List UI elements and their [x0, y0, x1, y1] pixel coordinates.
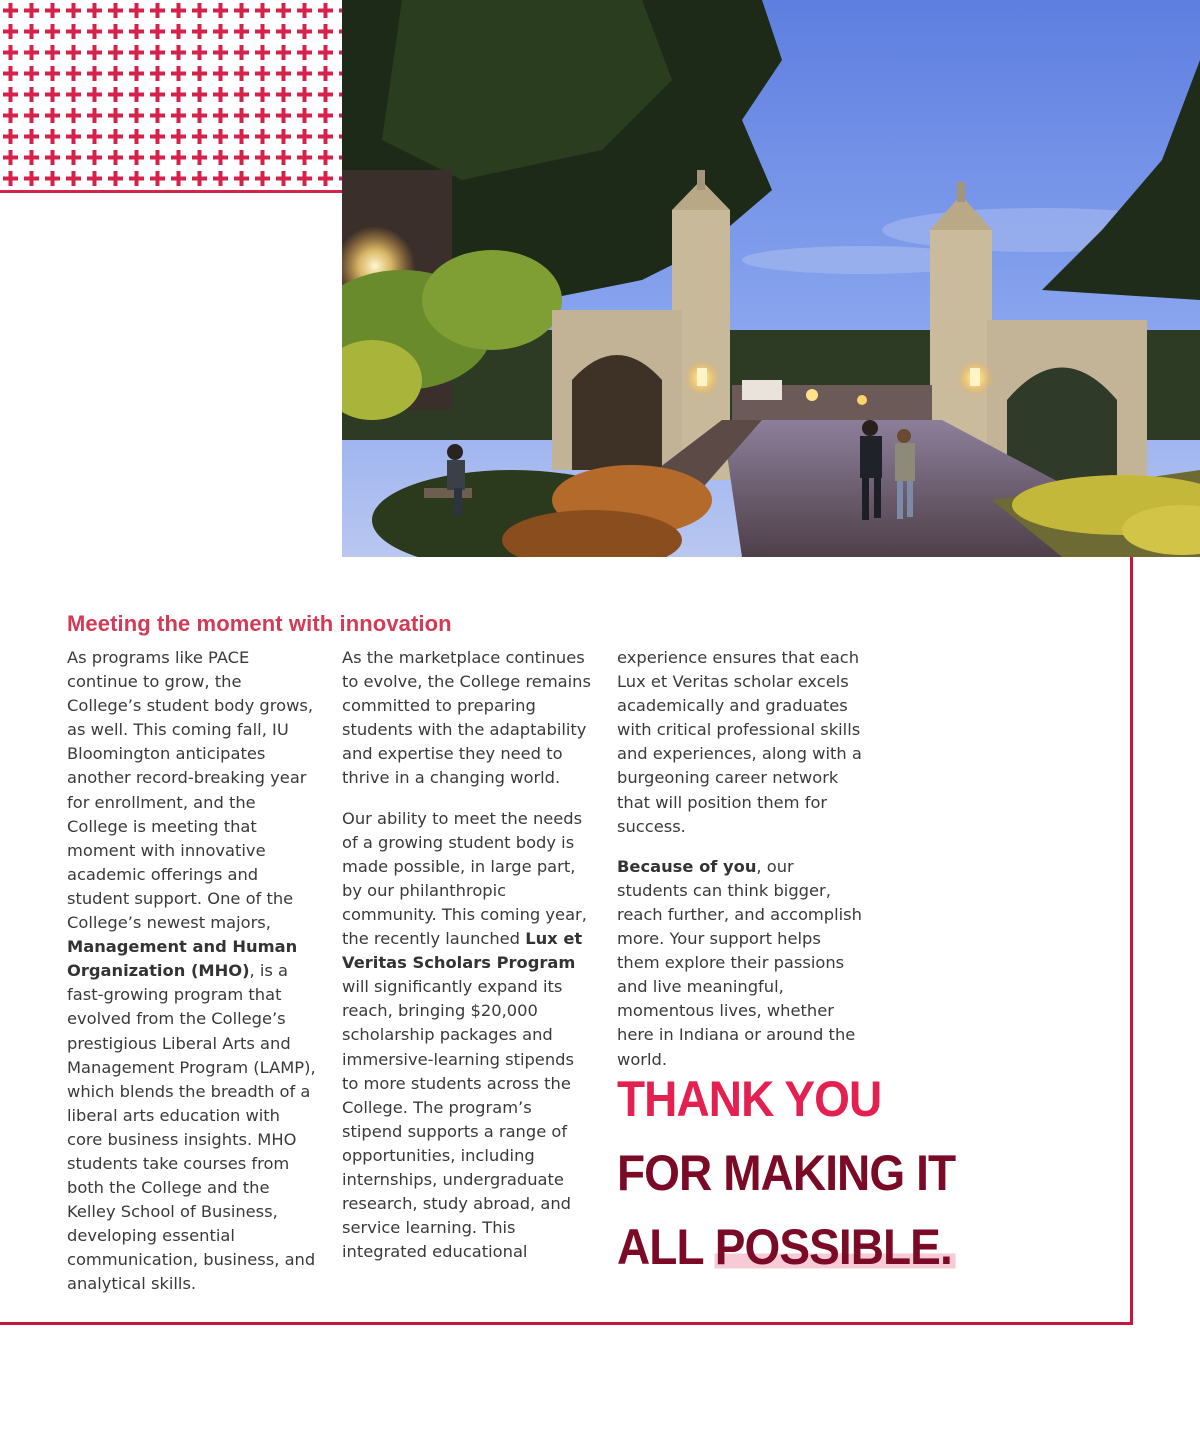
text-column-2	[342, 646, 592, 1280]
pattern-underline	[0, 190, 342, 193]
column1-text-b: , is a fast-growing program that evolved from the College’s prestigious Liberal Arts and Management Program (LAMP), which blends the breadth of a liberal arts education with core business insights. MHO students take courses from both the College and the Kelley School of Business, developing essential communication, business, and analytical skills.	[67, 961, 316, 1294]
column2-paragraph-2	[342, 807, 592, 1265]
column1-bold-mho: Management and Human Organization (MHO)	[67, 937, 298, 981]
column2-text-b: will significantly expand its reach, bringing $20,000 scholarship packages and immersive-learning stipends to more students across the College. The program’s stipend supports a range of opportunities, including internships, undergraduate research, study abroad, and service learning. This integrated educational	[342, 977, 574, 1262]
column1-paragraph	[67, 646, 317, 1297]
column3-bold-because: Because of you	[617, 856, 757, 876]
column3-paragraph-1: experience ensures that each Lux et Veritas scholar excels academically and graduates with critical professional skills and experiences, along with a burgeoning career network that will position them for success.	[617, 648, 862, 836]
campus-gate-photo	[342, 0, 1200, 557]
thanks-line-3-start: ALL	[617, 1219, 715, 1275]
text-column-1	[67, 646, 317, 1313]
thank-you-callout	[617, 1062, 955, 1284]
thanks-line-1: THANK YOU	[617, 1071, 882, 1127]
plus-pattern-decoration	[0, 0, 342, 190]
column2-text-a: Our ability to meet the needs of a growing student body is made possible, in large part, by our philanthropic community. This coming year, the recently launched	[342, 808, 587, 949]
thanks-line-3	[617, 1210, 955, 1284]
frame-bottom-border	[0, 1322, 1133, 1325]
column1-text-a: As programs like PACE continue to grow, the College’s student body grows, as well. This coming fall, IU Bloomington anticipates another record-breaking year for enrollment, and the College is meeting that moment with innovative academic offerings and student support. One of the College’s newest majors,	[67, 648, 314, 933]
column2-paragraph-1: As the marketplace continues to evolve, the College remains committed to preparing students with the adaptability and expertise they need to thrive in a changing world.	[342, 648, 591, 788]
thanks-line-2: FOR MAKING IT	[617, 1145, 956, 1201]
text-column-3	[617, 646, 867, 1088]
frame-right-border	[1130, 557, 1133, 1325]
column3-paragraph-2	[617, 855, 867, 1072]
thanks-highlight: POSSIBLE.	[715, 1219, 956, 1275]
plus-pattern-icon	[0, 0, 342, 190]
column3-text-b: , our students can think bigger, reach further, and accomplish more. Your support helps them explore their passions and live meaningful, momentous lives, whether here in Indiana or around the world.	[617, 856, 862, 1069]
column2-bold-lux: Lux et Veritas Scholars Program	[342, 929, 583, 973]
section-heading: Meeting the moment with innovation	[67, 611, 452, 636]
